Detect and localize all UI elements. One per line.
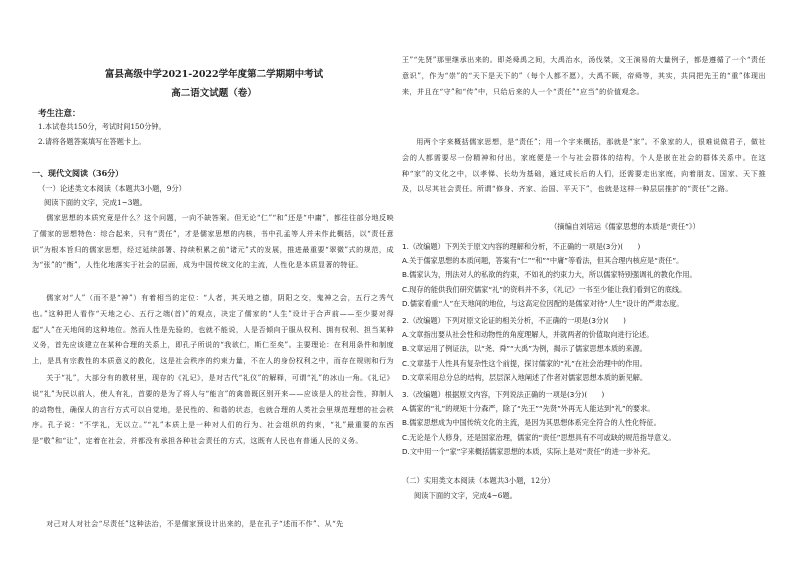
- notice-item-1: 1.本试卷共150分，考试时间150分钟。: [38, 122, 166, 131]
- paragraph-4: 对己对人对社会“尽责任”这种法治，不是儒家预设计出来的，是在孔子“述而不作”、从“先: [46, 519, 344, 528]
- question-1-stem: 1.（改编题）下列关于原文内容的理解和分析，不正确的一项是(3分)( ): [402, 242, 641, 251]
- part-1-heading: （一）论述类文本阅读（本题共3小题，9分）: [38, 184, 186, 193]
- question-2-option-b: B.文章运用了例证法，以“尧、舜”“大禹”为例，揭示了儒家思想本质的来源。: [402, 344, 647, 354]
- paragraph-4-cont: 王”“先贤”那里继承出来的。即尧舜禹之间，大禹治水，汤伐桀，文王演易的大量例子，都是遵循了一个“责任意识”，作为“崇”的“天下是天下的”（每个人都不愿），大禹不顾，帝舜等，其实，共同把先王的“重”体现出来，并且在“守”和“传”中，只给后来的人一个“责任”“应当”的价值观念。: [402, 55, 766, 96]
- source-citation: （摘编自刘培运《儒家思想的本质是“责任”》）: [550, 222, 700, 231]
- exam-subtitle: 高二语文试题（卷）: [171, 88, 257, 99]
- question-1-option-c: C.现存的能供我们研究儒家“礼”的资料并不多，《礼记》一书至少能让我们看到它的底线。: [402, 284, 687, 294]
- question-3-stem: 3.（改编题）根据原文内容，下列说法正确的一项是(3分)( ): [402, 390, 605, 399]
- paragraph-1: 儒家思想的本质究竟是什么？这个问题，一向不缺答案。但无论“仁”“和”还是“中庸”，都往往部分地反映了儒家的思想特色：综合起来，只有“责任”，才是儒家思想的内核，书中孔孟等人并未作此概括，以“责任意识”为根本旨归的儒家思想，经过延续部署、持续积累之前“诸元”式的发展，推进最重要“翠微”式的规范，成为“张”的“衡”，人性化地落实于社会的层面，成为中国传统文化的主流，人性化是本质显著的特征。: [32, 213, 394, 270]
- question-3-option-c: C.无论是个人修身，还是国家治理，儒家的“责任”思想具有不可或缺的规范指导意义。: [402, 432, 676, 442]
- question-2-option-d: D.文章采用总分总的结构，层层深入地阐述了作者对儒家思想本质的新见解。: [402, 372, 648, 382]
- question-1-option-b: B.儒家认为，刑法对人的私欲的约束，不如礼的约束力大，所以儒家特别强调礼的教化作用。: [402, 270, 697, 280]
- question-2: [402, 314, 766, 385]
- paragraph-5: 用两个字来概括儒家思想，是“责任”；用一个字来概括，那就是“家”。不象家的人，很难说做君子，做社会的人都需要尽一份精神和付出，家庭便是一个与社会群体的结构，个人是嵌在社会的群体关系中。在这种“家”的文化之中，以孝悌、长幼为基础，通过成长后的人们，还需要走出家庭，向着朋友、国家、天下推及，以尽其社会责任。所谓“修身、齐家、治国、平天下”，也就是这样一种层层推扩的“责任”之路。: [402, 137, 766, 194]
- question-3-option-a: A.儒家的“礼”的规矩十分森严，除了“先王”“先贤”外再无人能达到“礼”的要求。: [402, 404, 655, 414]
- question-1: [402, 240, 766, 311]
- question-2-option-c: C.文章基于人性具有复杂性这个前提，探讨儒家的“礼”在社会治理中的作用。: [402, 358, 647, 368]
- question-3-option-b: B.儒家思想成为中国传统文化的主流，是因为其思想体系完全符合的人性化特征。: [402, 418, 661, 428]
- question-2-stem: 2.（改编题）下列对原文论证的相关分析，不正确的一项是(3分)( ): [402, 316, 626, 325]
- paragraph-3: 关于“礼”，大部分有的教材里，现存的《礼记》，是对古代“礼仪”的解释，可谓“礼”的冰山一角。《礼记》说“礼”为民以前人，使人有礼，首要的是为了将人与“能言”的禽兽既区别开来——应该是人的社会性，抑制人的动物性，确保人的言行方式可以自觉地，是民性的、和谐的状态，也就合理的人类社会里规范理想的社会秩序。孔子说：“不学礼，无以立。”“礼”本质上是一种对人们的行为、社会组织的约束，“礼”最重要的东西是“敬”和“让”，定着在社会，并都没有承担各种社会责任的方式，这既有人民也有普通人民的义务。: [32, 373, 394, 446]
- part-2-heading: （二）实用类文本阅读（本题共3小题，12分）: [402, 476, 555, 485]
- question-1-option-a: A.关于儒家思想的本质问题，答案有“仁”“和”“中庸”等看法，但其合理内核应是“责任”。: [402, 256, 684, 266]
- part-1-instruction: 阅读下面的文字，完成1~3题。: [44, 198, 147, 207]
- notice-heading: 考生注意：: [38, 109, 81, 119]
- notice-item-2: 2.请将各题答案填写在答题卡上。: [38, 137, 146, 146]
- paragraph-2: 儒家对“人”（而不是“神”）有着相当的定位：“人者，其天地之德，阴阳之交，鬼神之会，五行之秀气也。”这种把人看作“天地之心、五行之端(首)”的观点，决定了儒家的“人生”设计于合声前——至少要对得起“人”在天地间的这种地位。然而人性是先验的，也就不能说，人是否倾向于服从权利、拥有权利、担当某种义务，首先应该建立在某种合理的关系上，即孔子所说的“我欲仁，斯仁至矣”。主要理论：在利用条件和制度上，是具有宗教性的本质意义的教化，这是社会秩序的约束力量，不在人的身份权利之中，而存在规则和行为: [32, 293, 394, 366]
- section-1-heading: 一、现代文阅读（36分）: [32, 168, 124, 178]
- question-3: [402, 388, 766, 459]
- question-2-option-a: A.文章指出要从社会性和动物性的角度理解人，并就两者的价值取向进行论述。: [402, 330, 654, 340]
- exam-title: 富县高级中学2021-2022学年度第二学期期中考试: [104, 69, 324, 80]
- question-3-option-d: D.文中用一个“家”字来概括儒家思想的本质，实际上是对“责任”的进一步补充。: [402, 446, 655, 456]
- part-2-instruction: 阅读下面的文字，完成4~6题。: [414, 491, 517, 500]
- question-1-option-d: D.儒家看重“人”在天地间的地位，与这高定位因配的是儒家对待“人生”设计的严肃态度。: [402, 298, 684, 308]
